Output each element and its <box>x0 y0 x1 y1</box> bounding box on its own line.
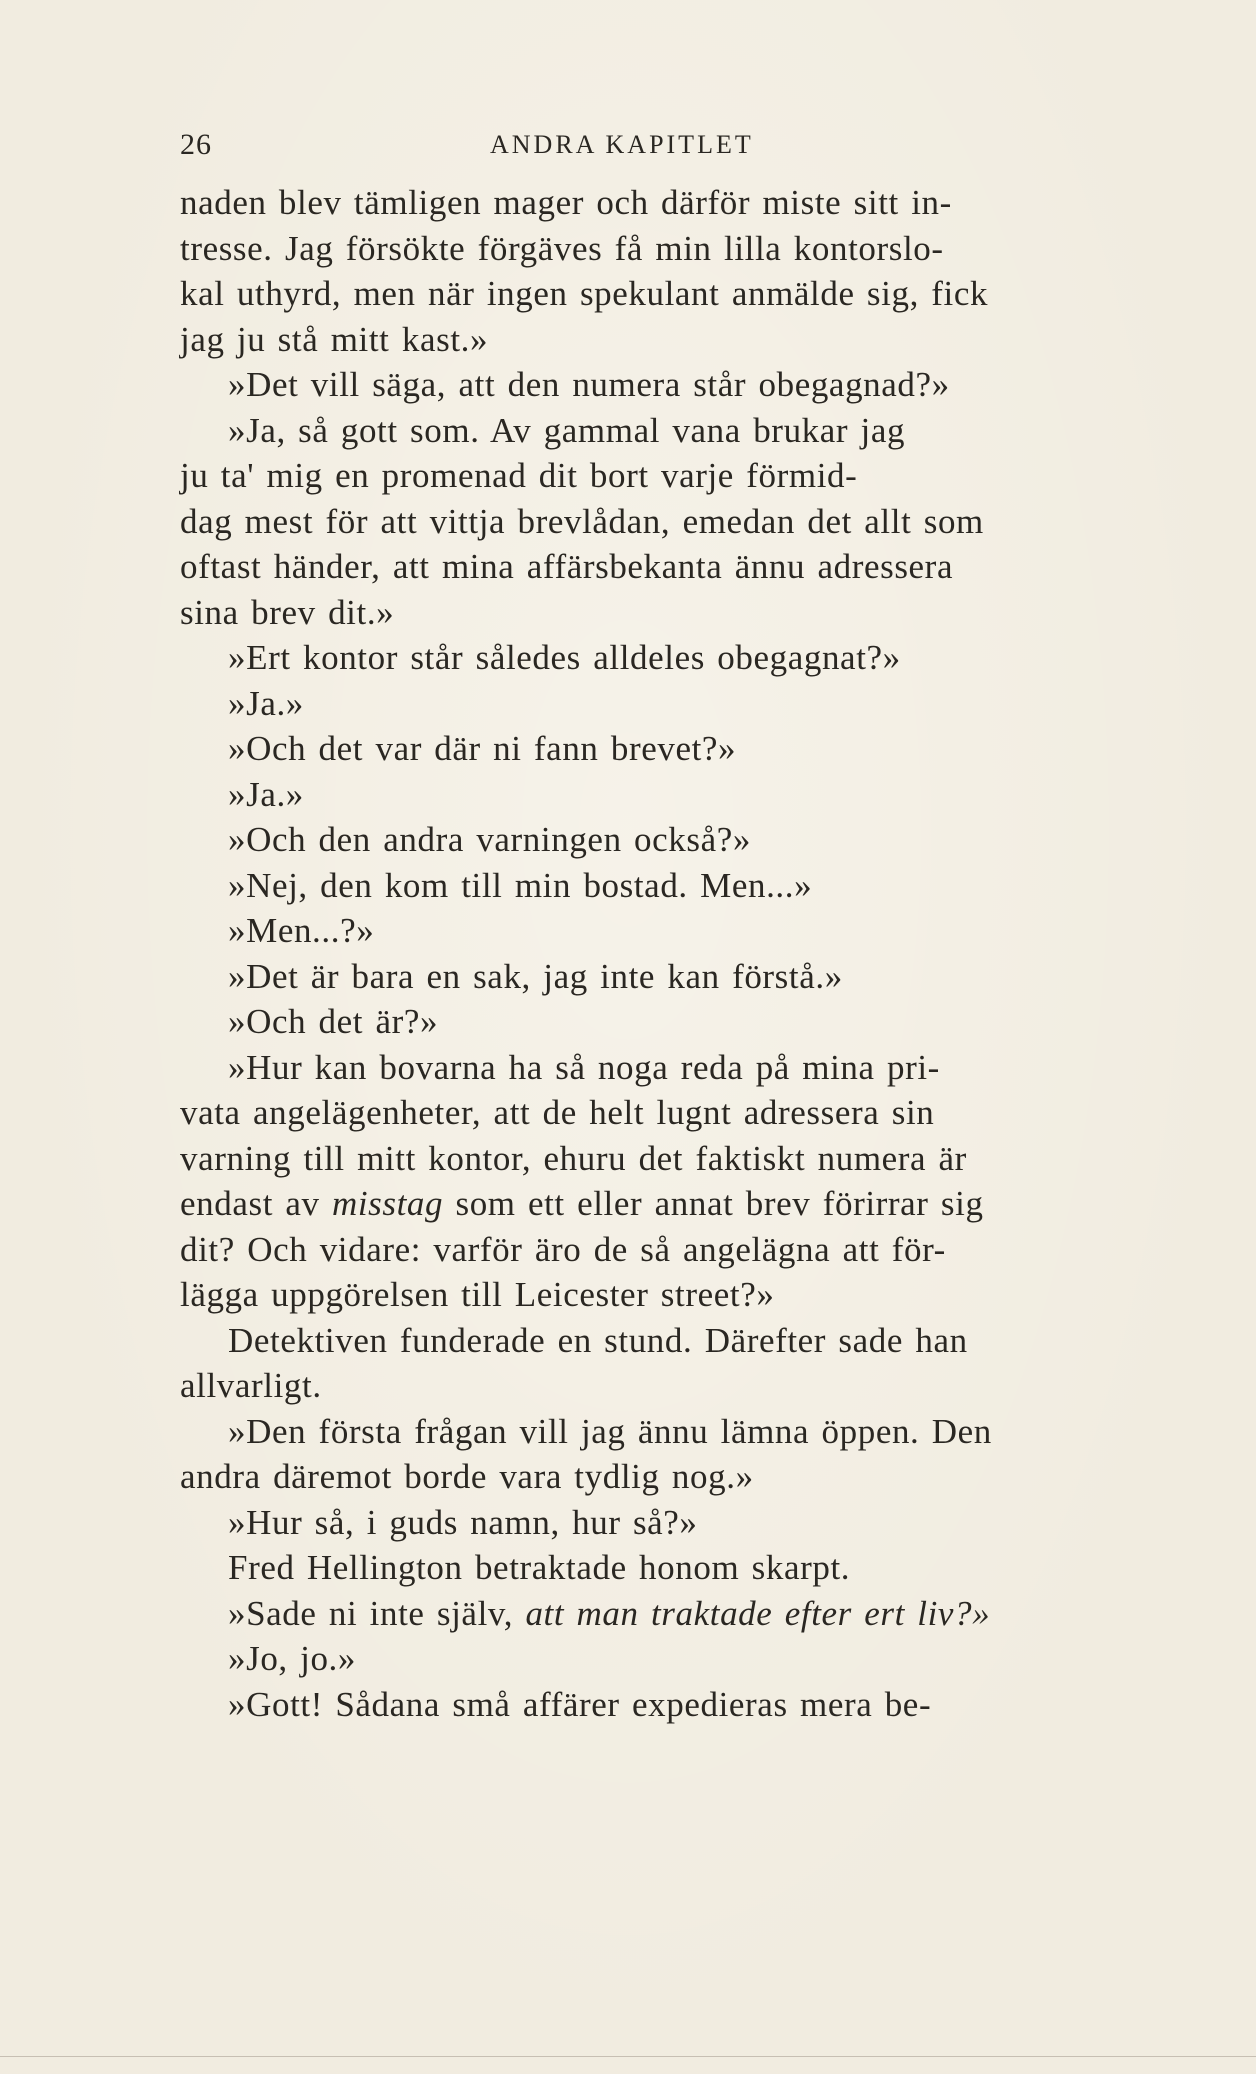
text-line: jag ju stå mitt kast.» <box>180 319 489 359</box>
italic-phrase: att man traktade efter ert liv?» <box>525 1593 991 1633</box>
text-line: naden blev tämligen mager och därför miste sitt in- <box>180 183 952 222</box>
text-line: lägga uppgörelsen till Leicester street?» <box>180 1275 775 1314</box>
text-line: »Men...?» <box>228 911 375 950</box>
text-line: sina brev dit.» <box>180 592 395 632</box>
text-line: »Det vill säga, att den numera står obegagnad?» <box>228 365 950 404</box>
text-line: »Och den andra varningen också?» <box>228 820 751 859</box>
running-head: ANDRA KAPITLET <box>490 130 754 159</box>
text-line: »Hur så, i guds namn, hur så?» <box>228 1502 698 1542</box>
text-line: »Sade ni inte själv, att man traktade efter ert liv?» <box>228 1593 991 1633</box>
text-line: vata angelägenheter, att de helt lugnt adressera sin <box>180 1093 935 1132</box>
text-line: »Nej, den kom till min bostad. Men...» <box>228 865 813 905</box>
text-line: »Det är bara en sak, jag inte kan förstå.» <box>228 956 843 996</box>
text-line: »Ert kontor står således alldeles obegagnat?» <box>228 638 901 677</box>
text-line: »Och det var där ni fann brevet?» <box>228 729 737 768</box>
body-text <box>180 180 1160 1727</box>
scan-edge-line <box>0 2056 1256 2057</box>
text-line: »Och det är?» <box>228 1002 439 1041</box>
text-line: »Ja.» <box>228 774 304 814</box>
text-line: allvarligt. <box>180 1366 322 1405</box>
text-line: andra däremot borde vara tydlig nog.» <box>180 1457 754 1496</box>
text-line: endast av misstag som ett eller annat brev förirrar sig <box>180 1184 984 1223</box>
text-line: kal uthyrd, men när ingen spekulant anmälde sig, fick <box>180 274 989 313</box>
text-line: »Hur kan bovarna ha så noga reda på mina pri- <box>228 1047 940 1087</box>
text-line: »Ja.» <box>228 683 304 723</box>
text-line: tresse. Jag försökte förgäves få min lilla kontorslo- <box>180 228 944 268</box>
text-line: Detektiven funderade en stund. Därefter sade han <box>228 1320 968 1360</box>
page-number: 26 <box>180 128 212 161</box>
text-line: dit? Och vidare: varför äro de så angelägna att för- <box>180 1229 946 1269</box>
text-line: oftast händer, att mina affärsbekanta ännu adressera <box>180 547 954 586</box>
text-line: varning till mitt kontor, ehuru det faktiskt numera är <box>180 1138 967 1178</box>
text-line: ju ta' mig en promenad dit bort varje förmid- <box>180 456 858 495</box>
text-line: dag mest för att vittja brevlådan, emedan det allt som <box>180 501 984 541</box>
italic-word: misstag <box>331 1184 444 1223</box>
text-line: »Gott! Sådana små affärer expedieras mera be- <box>228 1684 932 1724</box>
text-line: »Den första frågan vill jag ännu lämna öppen. Den <box>228 1411 992 1451</box>
page-header <box>180 128 1080 168</box>
text-line: »Jo, jo.» <box>228 1639 356 1678</box>
text-line: »Ja, så gott som. Av gammal vana brukar jag <box>228 410 906 450</box>
text-line: Fred Hellington betraktade honom skarpt. <box>228 1548 851 1587</box>
